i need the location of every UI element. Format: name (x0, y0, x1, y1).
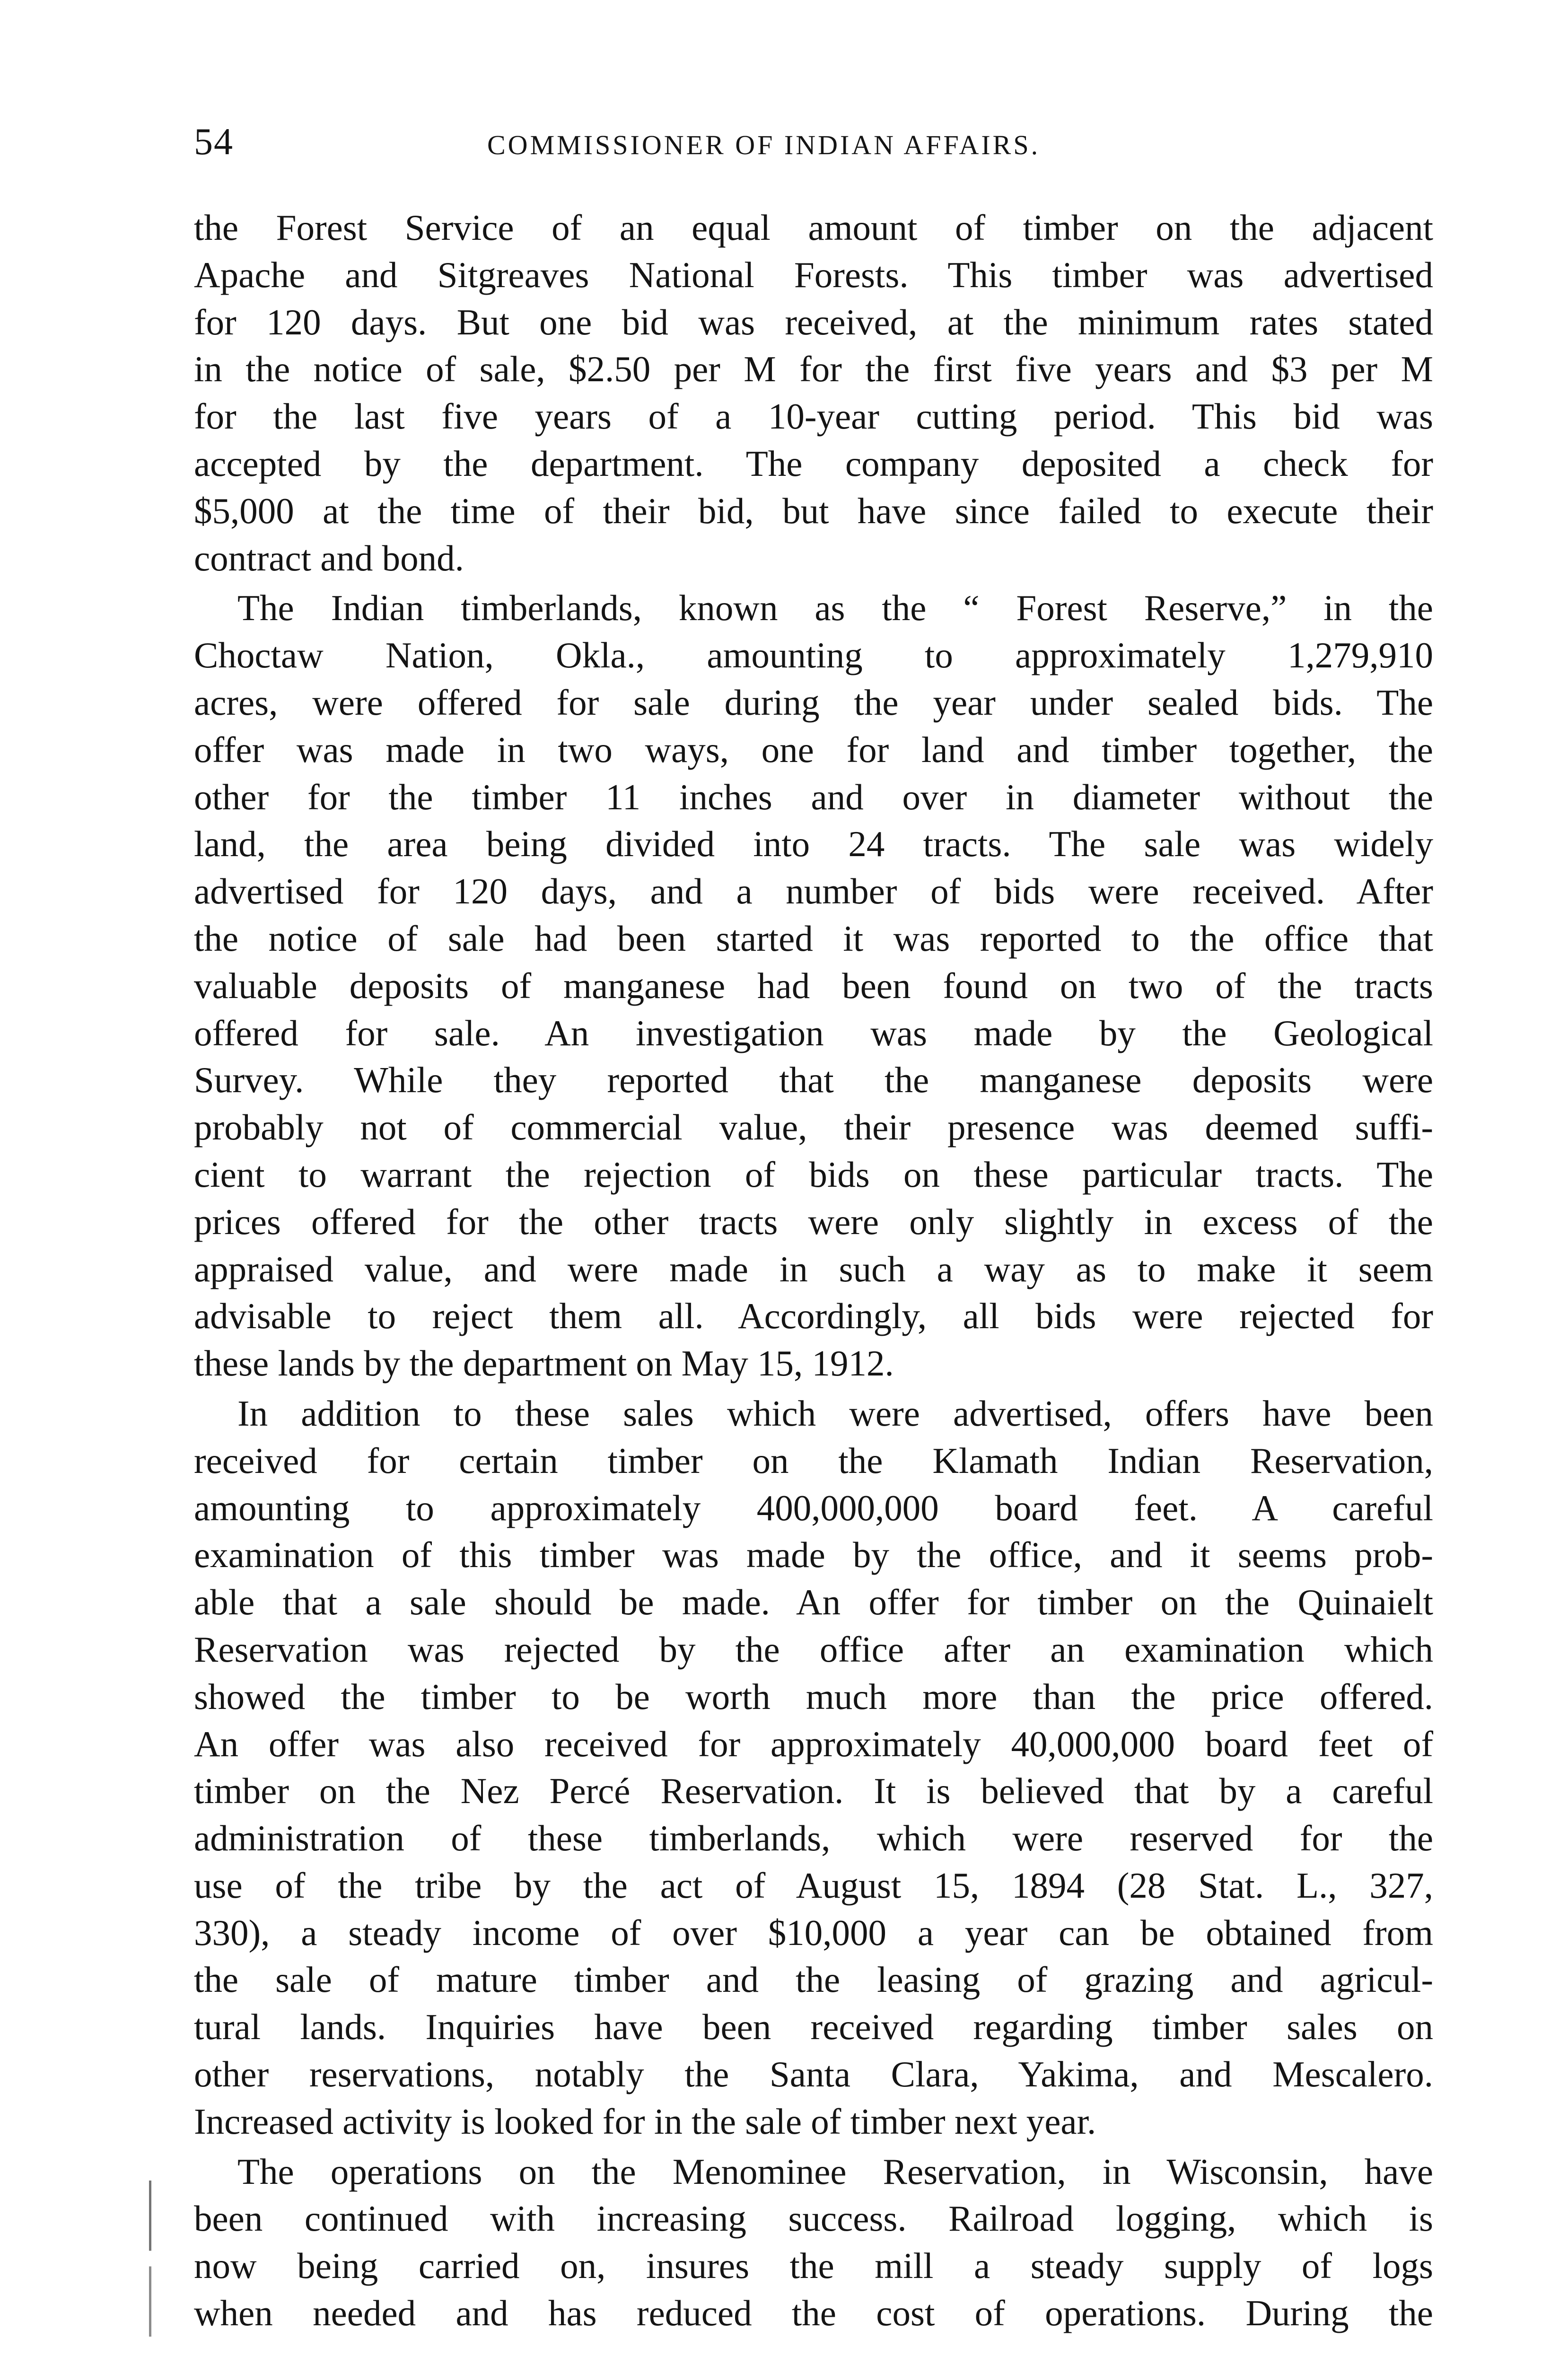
text-line: accepted by the department. The company deposited a check for (194, 443, 1433, 484)
text-line: contract and bond. (194, 537, 464, 578)
text-line: prices offered for the other tracts were only slightly in excess of the (194, 1201, 1433, 1242)
text-line: timber on the Nez Percé Reservation. It is believed that by a careful (194, 1770, 1433, 1812)
text-line: these lands by the department on May 15, 1912. (194, 1343, 894, 1384)
text-line: $5,000 at the time of their bid, but have since failed to execute their (194, 490, 1433, 531)
running-head: COMMISSIONER OF INDIAN AFFAIRS. (487, 130, 1041, 160)
text-line: The Indian timberlands, known as the “ Forest Reserve,” in the (237, 587, 1433, 629)
text-line: use of the tribe by the act of August 15, 1894 (28 Stat. L., 327, (194, 1865, 1433, 1906)
paragraph-menominee (194, 2148, 1433, 2337)
text-line: advertised for 120 days, and a number of bids were received. After (194, 871, 1433, 912)
text-line: The operations on the Menominee Reservation, in Wisconsin, have (237, 2151, 1433, 2192)
text-line: offered for sale. An investigation was made by the Geological (194, 1012, 1433, 1053)
text-line: offer was made in two ways, one for land and timber together, the (194, 729, 1433, 770)
text-line: other reservations, notably the Santa Clara, Yakima, and Mescalero. (194, 2054, 1433, 2095)
body-text (194, 204, 1433, 2340)
text-line: received for certain timber on the Klamath Indian Reservation, (194, 1440, 1433, 1481)
text-line: for 120 days. But one bid was received, at the minimum rates stated (194, 301, 1433, 342)
page-header (194, 121, 1433, 173)
text-line: advisable to reject them all. Accordingly, all bids were rejected for (194, 1296, 1433, 1337)
text-line: An offer was also received for approximately 40,000,000 board feet of (194, 1723, 1433, 1764)
text-line: land, the area being divided into 24 tracts. The sale was widely (194, 823, 1433, 865)
text-line: tural lands. Inquiries have been received regarding timber sales on (194, 2006, 1433, 2048)
text-line: probably not of commercial value, their presence was deemed suffi- (194, 1107, 1433, 1148)
text-line: Apache and Sitgreaves National Forests. This timber was advertised (194, 254, 1433, 295)
text-line: the Forest Service of an equal amount of timber on the adjacent (194, 207, 1433, 248)
text-line: been continued with increasing success. Railroad logging, which is (194, 2198, 1433, 2239)
paragraph-continued (194, 204, 1433, 582)
text-line: when needed and has reduced the cost of operations. During the (194, 2293, 1433, 2334)
text-line: amounting to approximately 400,000,000 board feet. A careful (194, 1487, 1433, 1528)
text-line: examination of this timber was made by the office, and it seems prob- (194, 1534, 1433, 1576)
text-line: Choctaw Nation, Okla., amounting to approximately 1,279,910 (194, 635, 1433, 676)
text-line: Increased activity is looked for in the sale of timber next year. (194, 2101, 1096, 2142)
text-line: appraised value, and were made in such a way as to make it seem (194, 1248, 1433, 1289)
text-line: showed the timber to be worth much more than the price offered. (194, 1676, 1433, 1717)
page-number: 54 (194, 121, 234, 163)
text-line: cient to warrant the rejection of bids on these particular tracts. The (194, 1154, 1433, 1195)
text-line: Survey. While they reported that the manganese deposits were (194, 1060, 1433, 1101)
text-line: the notice of sale had been started it was reported to the office that (194, 918, 1433, 959)
text-line: administration of these timberlands, which were reserved for the (194, 1818, 1433, 1859)
text-line: in the notice of sale, $2.50 per M for the first five years and $3 per M (194, 349, 1433, 390)
text-line: now being carried on, insures the mill a steady supply of logs (194, 2245, 1433, 2286)
text-line: the sale of mature timber and the leasing of grazing and agricul- (194, 1959, 1433, 2000)
margin-mark (149, 2181, 151, 2337)
text-line: In addition to these sales which were advertised, offers have been (237, 1393, 1433, 1434)
text-line: other for the timber 11 inches and over in diameter without the (194, 776, 1433, 817)
text-line: 330), a steady income of over $10,000 a year can be obtained from (194, 1912, 1433, 1953)
text-line: acres, were offered for sale during the year under sealed bids. The (194, 682, 1433, 723)
paragraph-choctaw (194, 585, 1433, 1387)
text-line: valuable deposits of manganese had been found on two of the tracts (194, 965, 1433, 1006)
paragraph-klamath (194, 1390, 1433, 2146)
text-line: for the last five years of a 10-year cutting period. This bid was (194, 396, 1433, 437)
text-line: Reservation was rejected by the office after an examination which (194, 1629, 1433, 1670)
text-line: able that a sale should be made. An offer for timber on the Quinaielt (194, 1582, 1433, 1623)
